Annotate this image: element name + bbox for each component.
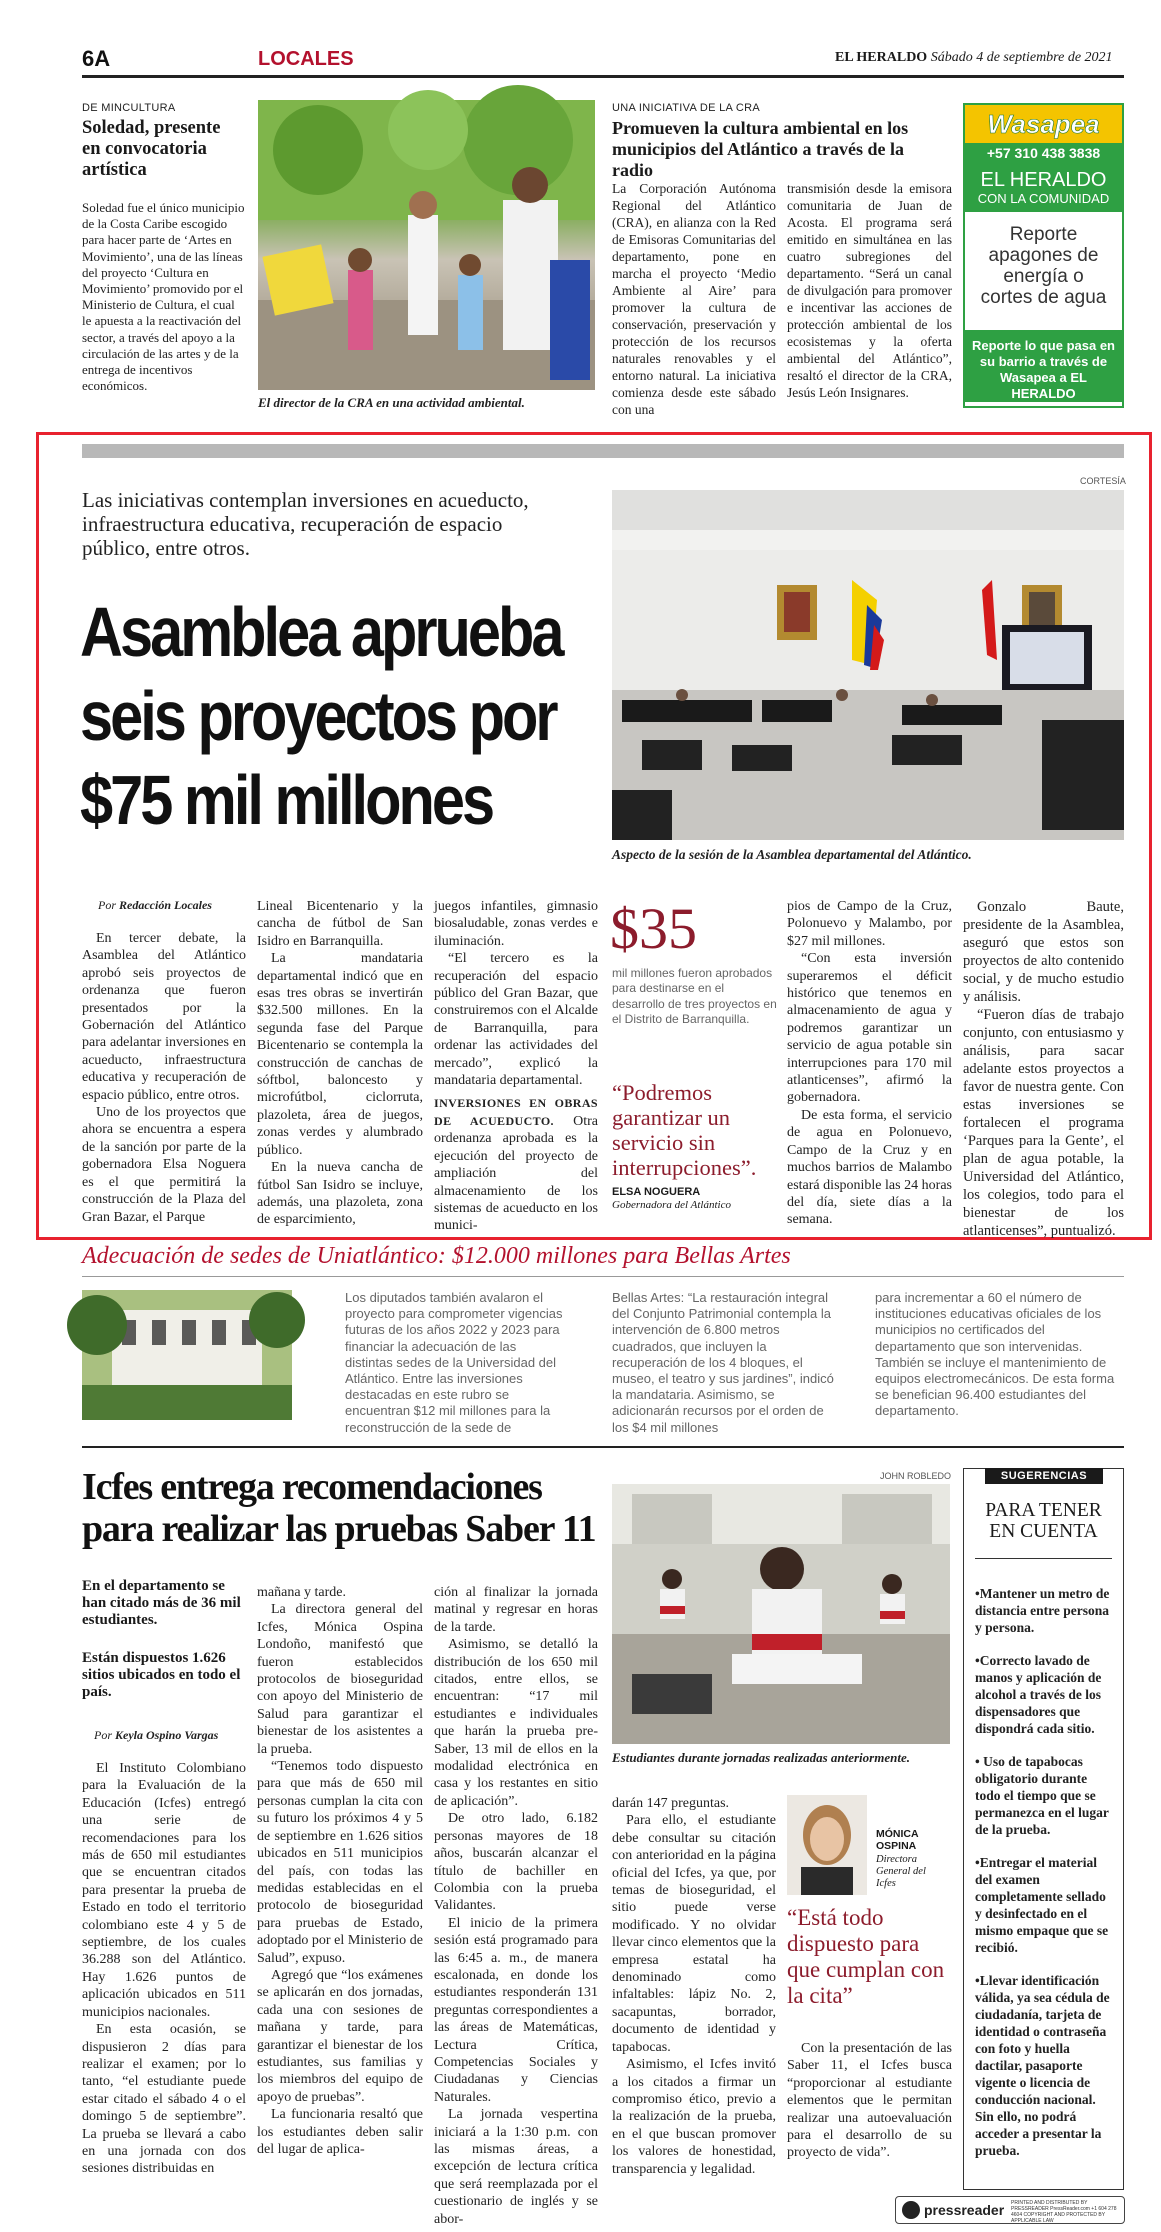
list-item: •Entregar el material del examen completamente sellado y desinfectado en el mismo empaque que se recibió.: [975, 1855, 1109, 1955]
paragraph: De otro lado, 6.182 personas mayores de 18 años, buscarán alcanzar el título de bachiller en Colombia con la prueba Validantes.: [434, 1811, 598, 1914]
byline-author: Redacción Locales: [119, 898, 212, 912]
pressreader-logo: pressreader: [924, 2202, 1005, 2218]
brief-col: La Corporación Autónoma Regional del Atlántico (CRA), en alianza con la Red de Emisoras Comunitarias del departamento, pone en marcha el proyecto ‘Medio Ambiente al Aire’ para promover la cultura de conservación, preservación y protección de los recursos naturales renovables y el entorno natural. La iniciativa comienza desde este sábado con una: [612, 181, 776, 417]
paragraph: La jornada vespertina iniciará a la 1:30 p.m. con las mismas áreas, a excepción de lectura crítica que será reemplazada por el cuestionario de inglés y se abor-: [434, 2107, 598, 2227]
paragraph: En la nueva cancha de fútbol San Isidro se incluye, además, una plazoleta, zona de esparcimiento,: [257, 1160, 423, 1228]
quote-role: Gobernadora del Atlántico: [612, 1199, 731, 1211]
list-item: •Correcto lavado de manos y aplicación de alcohol a través de los dispensadores que dispondrá cada sitio.: [975, 1653, 1102, 1736]
brief-kicker: DE MINCULTURA: [82, 102, 176, 114]
photo-illustration: [258, 100, 595, 390]
paragraph: Uno de los proyectos que ahora se encuentra a espera de la sanción por parte de la gobernadora Elsa Noguera es el que permitirá la construcción de la Plaza del Gran Bazar, el Parque: [82, 1105, 246, 1225]
side-title: Adecuación de sedes de Uniatlántico: $12.000 millones para Bellas Artes: [82, 1243, 791, 1269]
icfes-col-1: [82, 1760, 246, 2190]
icfes-photo-credit: JOHN ROBLEDO: [880, 1471, 952, 1481]
header-rule: [82, 75, 1124, 78]
icfes-col-3: [434, 1584, 598, 2227]
paragraph: La funcionaria resaltó que los estudiantes deben salir del lugar de aplica-: [257, 2107, 423, 2157]
photo-assembly-session: [612, 490, 1124, 840]
sugerencias-title: PARA TENER EN CUENTA: [985, 1500, 1102, 1542]
photo-illustration: [82, 1290, 292, 1420]
person-role: Directora General del Icfes: [876, 1854, 926, 1889]
side-col: Bellas Artes: “La restauración integral del Conjunto Patrimonial contempla la intervención de 6.800 metros cuadrados, que incluyen la recuperación de los 4 bloques, el museo, el teatro y sus jardines”, indicó la mandataria. Asimismo, se adicionarán recursos por el orden de los $4 mil millones: [612, 1290, 834, 1435]
portrait-monica-ospina: [787, 1795, 867, 1895]
paragraph: “Con esta inversión superaremos el déficit histórico que tenemos en almacenamiento de agua y podremos garantizar un servicio de agua potable sin interrupciones para 170 mil atlanticenses”, afirmó la gobernadora.: [787, 951, 952, 1106]
paragraph: La mandataria departamental indicó que en esas tres obras se invertirán $32.500 millones. En la segunda fase del Parque Bicentenario se contempla la construcción de canchas de sóftbol, baloncesto y microfútbol, ciclorruta, plazoleta, área de juegos, zonas verdes y alumbrado público.: [257, 951, 423, 1158]
byline-prefix: Por: [94, 1728, 112, 1742]
person-name: MÓNICA OSPINA: [876, 1828, 919, 1852]
icfes-summary-1: En el departamento se han citado más de 36 mil estudiantes.: [82, 1578, 241, 1628]
pressreader-badge[interactable]: [895, 2196, 1125, 2224]
portrait-illustration: [787, 1795, 867, 1895]
photo-cra-activity: [258, 100, 595, 390]
paragraph: Con la presentación de las Saber 11, el Icfes busca “proporcionar al estudiante elementos que le permitan realizar una autoevaluación para el desarrollo de su proyecto de vida”.: [787, 2041, 952, 2161]
section-label: LOCALES: [258, 48, 354, 70]
main-story-bar: [82, 444, 1124, 458]
photo-credit: CORTESÍA: [1080, 476, 1126, 486]
byline-prefix: Por: [98, 898, 116, 912]
main-col-3: [434, 898, 598, 1234]
paragraph: juegos infantiles, gimnasio biosaludable, zonas verdes e iluminación.: [434, 899, 598, 949]
ad-cta: Reporte lo que pasa en su barrio a través de Wasapea a EL HERALDO: [965, 330, 1122, 402]
list-item: • Uso de tapabocas obligatorio durante todo el tiempo que se permanezca en el lugar de la prueba.: [975, 1754, 1109, 1837]
byline-author: Keyla Ospino Vargas: [115, 1728, 219, 1742]
main-deck: Las iniciativas contemplan inversiones en acueducto, infraestructura educativa, recuperación de espacio público, entre otros.: [82, 488, 529, 560]
ad-sub: CON LA COMUNIDAD: [965, 191, 1122, 212]
paragraph: En tercer debate, la Asamblea del Atlántico aprobó seis proyectos de ordenanza que fueron presentados por la Gobernación del Atlántico para adelantar inversiones en acueducto, infraestructura educativa y recuperación de espacio público, entre otros.: [82, 931, 246, 1103]
icfes-photo-caption: Estudiantes durante jornadas realizadas anteriormente.: [612, 1750, 910, 1765]
photo-caption: El director de la CRA en una actividad ambiental.: [258, 395, 525, 410]
main-headline: Asamblea aprueba seis proyectos por $75 mil millones: [80, 593, 562, 839]
paper-name: EL HERALDO: [835, 50, 928, 65]
paragraph: “Fueron días de trabajo conjunto, con entusiasmo y análisis, para sacar adelante estos proyectos a favor de nuestra gente. Con estas inversiones se fortalecen el programa ‘Parques para la Gente’, el plan de agua potable, la Universidad del Atlántico, los colegios, todo para el bienestar de los atlanticenses”, puntualizó.: [963, 1007, 1124, 1239]
paragraph: El Instituto Colombiano para la Evaluación de la Educación (Icfes) entregó una serie de recomendaciones para los más de 650 mil estudiantes que se encuentran citados para presentar la prueba de Estado en todo el territorio colombiano este 4 y 5 de septiembre, de los cuales 36.288 son del Atlántico. Hay 1.626 puntos de aplicación ubicados en 511 municipios nacionales.: [82, 1761, 246, 2020]
paragraph: En esta ocasión, se dispusieron 2 días para realizar el examen; por lo tanto, “el estudiante puede estar citado el sábado 4 o el domingo 5 de septiembre”. La prueba se llevará a cabo en una jornada con dos sesiones distribuidas en: [82, 2022, 246, 2177]
icfes-headline: Icfes entrega recomendaciones para realizar las pruebas Saber 11: [82, 1466, 596, 1550]
ad-reporte: Reporte apagones de energía o cortes de agua: [980, 224, 1107, 308]
side-col: Los diputados también avalaron el proyecto para comprometer vigencias futuras de los años 2022 y 2023 para financiar la adecuación de las distintas sedes de la Universidad del Atlántico. Entre las inversiones destacadas en este rubro se encuentran $12 mil millones para la reconstrucción de la sede de: [345, 1290, 563, 1435]
main-col-2: [257, 898, 423, 1228]
pressreader-icon: [902, 2201, 920, 2219]
pull-quote: “Podremos garantizar un servicio sin interrupciones”.: [612, 1080, 757, 1180]
list-item: •Llevar identificación válida, ya sea cédula de ciudadanía, tarjeta de identidad o contraseña con foto y huella dactilar, pasaporte vigente o licencia de conducción nacional. Sin ello, no podrá acceder a presentar la prueba.: [975, 1973, 1110, 2158]
brief-col: transmisión desde la emisora comunitaria de Juan de Acosta. El programa será emitido en simultánea en las cuatro subregiones del departamento. “Será un canal de divulgación para promover e incentivar las acciones de protección ambiental de los ecosistemas y la oferta ambiental del Atlántico”, resaltó el director de la CRA, Jesús León Insignares.: [787, 181, 952, 400]
paragraph: mañana y tarde.: [257, 1585, 347, 1600]
paragraph: La directora general del Icfes, Mónica Ospina Londoño, manifestó que fueron establecidos protocolos de bioseguridad con apoyo del Ministerio de Salud para garantizar el bienestar de los asistentes a la prueba.: [257, 1602, 423, 1757]
paragraph: ción al finalizar la jornada matinal y regresar en horas de la tarde.: [434, 1585, 598, 1635]
photo-bellas-artes: [82, 1290, 292, 1420]
quote-name: ELSA NOGUERA: [612, 1186, 701, 1198]
paragraph: pios de Campo de la Cruz, Polonuevo y Malambo, por $27 mil millones.: [787, 899, 952, 949]
main-photo-caption: Aspecto de la sesión de la Asamblea departamental del Atlántico.: [612, 847, 972, 862]
issue-date: Sábado 4 de septiembre de 2021: [930, 50, 1113, 65]
paragraph: “Tenemos todo dispuesto para que más de 650 mil personas cumplan la cita con su futuro los próximos 4 y 5 de septiembre en 1.626 sitios ubicados en 511 municipios del país, con todas las medidas establecidas en el protocolo de bioseguridad para pruebas de Estado, adoptado por el Ministerio de Salud”, expuso.: [257, 1759, 423, 1966]
paragraph: Asimismo, el Icfes invitó a los citados a firmar un compromiso ético, previo a la realización de la prueba, en el que buscan promover los valores de honestidad, transparencia y legalidad.: [612, 2057, 776, 2177]
page-number: 6A: [82, 46, 111, 71]
ad-top: Wasapea: [965, 105, 1122, 143]
subhead: INVERSIONES EN OBRAS DE ACUEDUCTO.: [434, 1096, 598, 1128]
icfes-pull-quote: “Está todo dispuesto para que cumplan con la cita”: [787, 1905, 945, 2008]
paragraph: darán 147 preguntas.: [612, 1796, 730, 1811]
paragraph: Lineal Bicentenario y la cancha de fútbol de San Isidro en Barranquilla.: [257, 899, 423, 949]
brief-body: Soledad fue el único municipio de la Costa Caribe escogido para hacer parte de ‘Artes en Movimiento’, una de las líneas del proyecto ‘Cultura en Movimiento’ promovido por el Ministerio de Cultura, el cual le apuesta a la reactivación del sector, a través del apoyo a la circulación de las artes y de la entrega de incentivos económicos.: [82, 200, 245, 394]
stat-text: mil millones fueron aprobados para destinarse en el desarrollo de tres proyectos en el Distrito de Barranquilla.: [612, 966, 777, 1027]
photo-illustration: [612, 490, 1124, 840]
paragraph: Agregó que “los exámenes se aplicarán en dos jornadas, cada una con sesiones de mañana y tarde, para garantizar el bienestar de los estudiantes, sus familias y los miembros del equipo de apoyo de pruebas”.: [257, 1967, 423, 2105]
main-col-1: [82, 930, 246, 1225]
sugerencias-divider: [975, 1558, 1112, 1559]
list-item: •Mantener un metro de distancia entre persona y persona.: [975, 1586, 1110, 1635]
paragraph: Otra ordenanza aprobada es la ejecución del proyecto de ampliación del almacenamiento de los sistemas de acueducto en los munici-: [434, 1113, 598, 1234]
side-col: para incrementar a 60 el número de instituciones educativas oficiales de los municipios no certificados del departamento que son intervenidas. También se incluye el mantenimiento de equipos electromecánicos. De esta forma se benefician 96.400 estudiantes del departamento.: [875, 1290, 1115, 1419]
masthead: [835, 50, 1113, 66]
main-col-6: [963, 898, 1124, 1239]
brief-kicker: UNA INICIATIVA DE LA CRA: [612, 102, 760, 114]
brief-title: Promueven la cultura ambiental en los municipios del Atlántico a través de la radio: [612, 118, 909, 180]
paragraph: Para ello, el estudiante debe consultar su citación con anterioridad en la página oficial del Icfes, ya que, por temas de bioseguridad, el sitio puede verse modificado. Y no olvidar llevar cinco elementos que la empresa estatal ha denominado como infaltables: lápiz No. 2, sacapuntas, borrador, documento de identidad y tapabocas.: [612, 1813, 776, 2055]
icfes-col-5: [787, 2040, 952, 2190]
section-rule: [82, 1446, 1124, 1448]
wasapea-ad: [963, 103, 1124, 408]
paragraph: El inicio de la primera sesión está programado para las 6:45 a. m., de manera escalonada, en donde los estudiantes responderán 131 preguntas correspondientes a las áreas de Matemáticas, Lectura Crítica, Competencias Sociales y Ciudadanas y Ciencias Naturales.: [434, 1915, 598, 2105]
main-byline: [98, 898, 212, 913]
sugerencias-list: [975, 1585, 1112, 2185]
stat-figure: $35: [610, 896, 697, 961]
main-col-5: [787, 898, 952, 1228]
brief-title: Soledad, presente en convocatoria artística: [82, 118, 221, 180]
photo-illustration: [612, 1484, 950, 1744]
paragraph: De esta forma, el servicio de agua en Polonuevo, Campo de la Cruz y en muchos barrios de Malambo estará disponible las 24 horas del día, siete días a la semana.: [787, 1107, 952, 1228]
icfes-byline: [94, 1728, 218, 1743]
ad-paper: EL HERALDO: [965, 163, 1122, 191]
paragraph: Asimismo, se detalló la distribución de los 650 mil citados, entre ellos, se encuentran: “17 mil estudiantes e individuales que harán la prueba pre-Saber, 13 mil de ellos en la modalidad electrónica en casa y los restantes en sitio de aplicación”.: [434, 1637, 598, 1809]
sugerencias-label: SUGERENCIAS: [985, 1468, 1103, 1484]
icfes-col-4: [612, 1795, 776, 2190]
paragraph: Gonzalo Baute, presidente de la Asamblea, aseguró que estos son proyectos de alto contenido social, y de mucho estudio y análisis.: [963, 899, 1124, 1005]
icfes-col-2: [257, 1584, 423, 2190]
ad-phone: +57 310 438 3838: [965, 143, 1122, 163]
paragraph: “El tercero es la recuperación del espacio público del Gran Bazar, que construiremos con el Alcalde de Barranquilla, para ordenar las actividades del mercado”, explicó la mandataria departamental.: [434, 951, 598, 1089]
side-rule: [82, 1276, 1124, 1277]
icfes-summary-2: Están dispuestos 1.626 sitios ubicados en todo el país.: [82, 1650, 241, 1700]
pressreader-legal: PRINTED AND DISTRIBUTED BY PRESSREADER PressReader.com +1 604 278 4604 COPYRIGHT AND PROTECTED BY APPLICABLE LAW: [1011, 2200, 1117, 2224]
photo-students-exam: [612, 1484, 950, 1744]
